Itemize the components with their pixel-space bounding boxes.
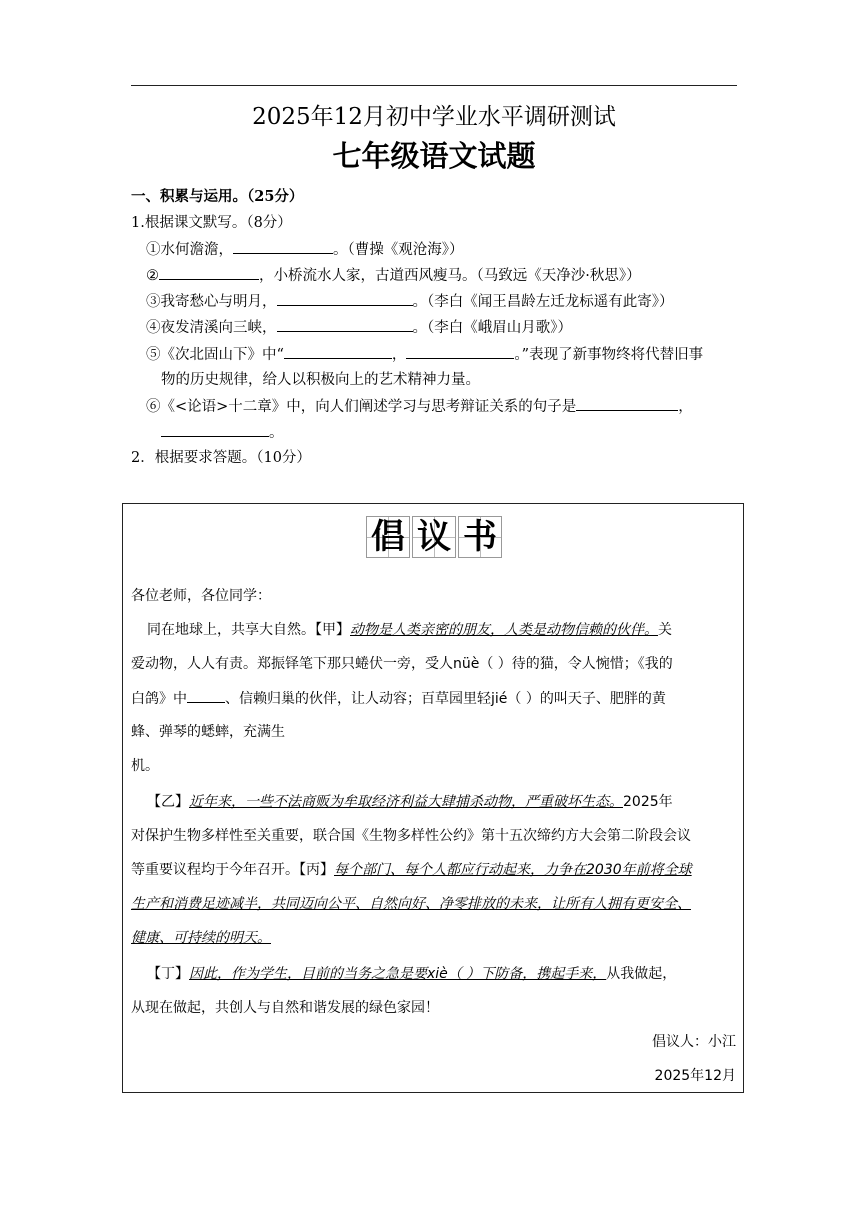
answer-blank[interactable] <box>284 344 392 359</box>
question-1-item-5: ⑤《次北固山下》中“ ， 。”表现了新事物终将代替旧事 <box>146 344 703 365</box>
paragraph-1-line-1: 同在地球上，共享大自然。【甲】动物是人类亲密的朋友，人类是动物信赖的伙伴。关 <box>147 622 672 638</box>
paragraph-2-line-3: 等重要议程均于今年召开。【丙】每个部门、每个人都应行动起来，力争在2030年前将全球 <box>131 862 692 878</box>
paragraph-2-line-1: 【乙】近年来，一些不法商贩为牟取经济利益大肆捕杀动物，严重破坏生态。2025年 <box>147 794 673 810</box>
answer-blank[interactable] <box>406 344 514 359</box>
question-1-item-3: ③我寄愁心与明月， 。（李白《闻王昌龄左迁龙标遥有此寄》） <box>146 291 674 312</box>
title-char: 书 <box>458 516 502 558</box>
marked-sentence-yi: 近年来，一些不法商贩为牟取经济利益大肆捕杀动物，严重破坏生态。 <box>189 794 623 810</box>
marked-sentence-bing: 每个部门、每个人都应行动起来，力争在2030年前将全球 <box>334 862 692 878</box>
paragraph-1-line-2: 爱动物，人人有责。郑振铎笔下那只蜷伏一旁，受人nüè（ ）待的猫，令人惋惜；《我的 <box>131 656 673 672</box>
question-1-item-4: ④夜发清溪向三峡， 。（李白《峨眉山月歌》） <box>146 317 572 338</box>
answer-blank[interactable] <box>277 317 413 332</box>
exam-subtitle: 七年级语文试题 <box>332 139 536 173</box>
paragraph-3-line-1: 【丁】因此，作为学生，目前的当务之急是要xiè（ ）下防备，携起手来，从我做起， <box>147 966 677 982</box>
question-1-item-1: ①水何澹澹， 。（曹操《观沧海》） <box>146 239 464 260</box>
paragraph-3-line-2: 从现在做起，共创人与自然和谐发展的绿色家园！ <box>131 1000 439 1016</box>
question-1-item-6-cont: 。 <box>161 422 284 443</box>
proposal-date: 2025年12月 <box>654 1068 736 1084</box>
header-rule <box>131 85 737 86</box>
exam-title: 2025年12月初中学业水平调研测试 <box>252 104 616 130</box>
question-2-heading: 2．根据要求答题。（10分） <box>131 450 311 466</box>
answer-blank[interactable] <box>159 265 259 280</box>
answer-blank[interactable] <box>277 291 413 306</box>
proposal-greeting: 各位老师，各位同学： <box>131 588 271 604</box>
question-1-item-2: ② ，小桥流水人家，古道西风瘦马。（马致远《天净沙·秋思》） <box>146 265 641 286</box>
title-char: 议 <box>412 516 456 558</box>
proposal-signer: 倡议人：小江 <box>652 1034 736 1050</box>
answer-blank[interactable] <box>576 396 678 411</box>
paragraph-1-line-3: 白鸽》中 、信赖归巢的伙伴，让人动容；百草园里轻jié（ ）的叫天子、肥胖的黄 <box>131 688 666 709</box>
question-1-item-6: ⑥《<论语>十二章》中，向人们阐述学习与思考辩证关系的句子是 ， <box>146 396 693 417</box>
paragraph-1-line-4: 蜂、弹琴的蟋蟀，充满生 <box>131 724 285 740</box>
paragraph-2-line-4: 生产和消费足迹减半，共同迈向公平、自然向好、净零排放的未来，让所有人拥有更安全、 <box>131 896 691 912</box>
title-char: 倡 <box>366 516 410 558</box>
answer-blank[interactable] <box>187 688 225 703</box>
answer-blank[interactable] <box>233 239 333 254</box>
marked-sentence-ding: 因此，作为学生，目前的当务之急是要xiè（ ）下防备，携起手来， <box>189 966 607 982</box>
marked-sentence-jia: 动物是人类亲密的朋友，人类是动物信赖的伙伴。 <box>350 622 658 638</box>
proposal-title <box>0 516 868 558</box>
paragraph-1-line-5: 机。 <box>131 758 159 774</box>
answer-blank[interactable] <box>161 422 269 437</box>
paragraph-2-line-2: 对保护生物多样性至关重要，联合国《生物多样性公约》第十五次缔约方大会第二阶段会议 <box>131 828 691 844</box>
paragraph-2-line-5: 健康、可持续的明天。 <box>131 930 271 946</box>
question-1-item-5-cont: 物的历史规律，给人以积极向上的艺术精神力量。 <box>161 372 480 388</box>
section-heading: 一、积累与运用。（25分） <box>131 188 304 205</box>
question-1-heading: 1.根据课文默写。（8分） <box>131 215 292 231</box>
